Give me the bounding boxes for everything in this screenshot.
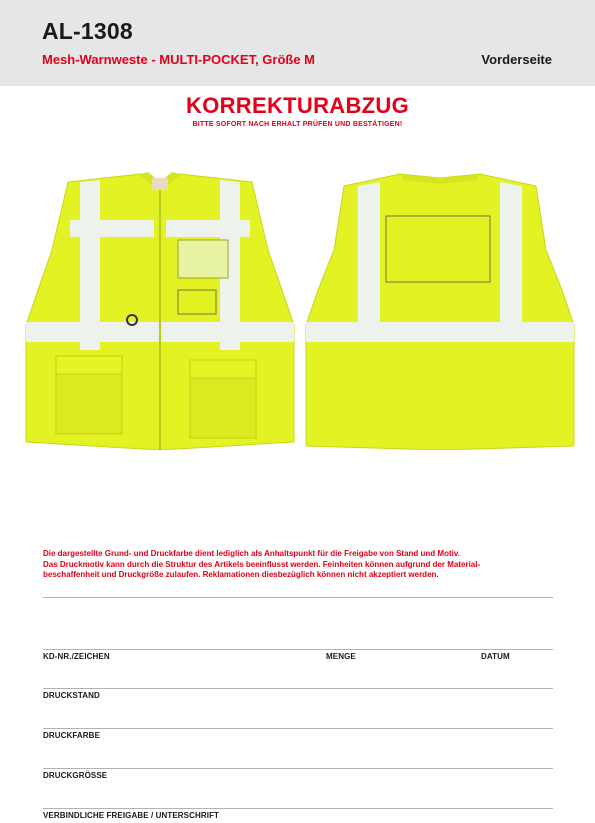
quantity-label: MENGE	[326, 652, 356, 661]
approval-signature-label: VERBINDLICHE FREIGABE / UNTERSCHRIFT	[43, 811, 220, 820]
disclaimer-line-1: Die dargestellte Grund- und Druckfarbe dient lediglich als Anhaltspunkt für die Freigabe von Stand und Motiv.	[43, 549, 460, 558]
vest-back-stripe-left	[358, 182, 380, 324]
disclaimer-text	[43, 549, 553, 581]
vest-front-chest-stripe-right	[166, 220, 250, 237]
proof-instruction: BITTE SOFORT NACH ERHALT PRÜFEN UND BESTÄTIGEN!	[192, 121, 403, 128]
vest-back-image	[300, 160, 580, 450]
form-line-print-size	[43, 768, 553, 769]
vest-back-body	[306, 174, 574, 450]
form-line-customer	[43, 649, 553, 650]
vest-front-chest-stripe-left	[70, 220, 154, 237]
print-position-label: DRUCKSTAND	[43, 691, 100, 700]
article-title: Mesh-Warnweste - MULTI-POCKET, Größe M	[42, 52, 316, 67]
customer-number-label: KD-NR./ZEICHEN	[43, 652, 110, 661]
article-code: AL-1308	[42, 18, 133, 44]
header-band	[0, 0, 595, 86]
form-line-top	[43, 597, 553, 598]
proof-title: KORREKTURABZUG	[186, 93, 409, 118]
vest-front-label	[152, 178, 168, 190]
vest-front-image	[20, 160, 300, 450]
print-color-label: DRUCKFARBE	[43, 731, 100, 740]
form-line-print-color	[43, 728, 553, 729]
disclaimer-line-3: beschaffenheit und Druckgröße zulaufen. Reklamationen diesbezüglich können nicht akzeptiert werden.	[43, 570, 439, 579]
print-size-label: DRUCKGRÖSSE	[43, 771, 108, 780]
vest-front-pocket-right-flap	[190, 360, 256, 378]
form-line-approval	[43, 808, 553, 809]
vest-back-stripe-right	[500, 182, 522, 324]
form-line-print-position	[43, 688, 553, 689]
vest-back-waist-stripe	[306, 322, 574, 342]
date-label: DATUM	[481, 652, 510, 661]
disclaimer-line-2: Das Druckmotiv kann durch die Struktur des Artikels beeinflusst werden. Feinheiten können aufgrund der Material-	[43, 559, 481, 569]
vest-front-pocket-left-flap	[56, 356, 122, 374]
vest-front-id-pocket	[178, 240, 228, 278]
view-side-label: Vorderseite	[481, 52, 552, 67]
